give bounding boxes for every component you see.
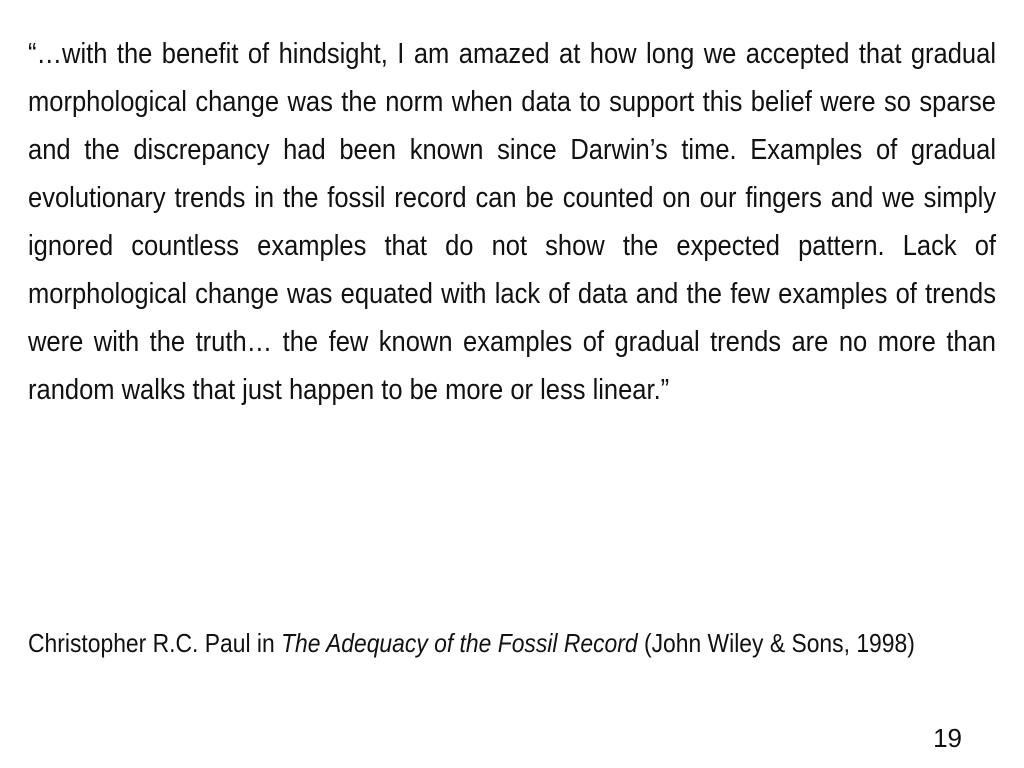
citation <box>28 622 996 664</box>
citation-title: The Adequacy of the Fossil Record <box>281 628 638 658</box>
quote-text: “…with the benefit of hindsight, I am amazed at how long we accepted that gradual morphological change was the norm when data to support this belief were so sparse and the discrepancy had been known since Darwin’s time. Examples of gradual evolutionary trends in the fossil record can be counted on our fingers and we simply ignored countless examples that do not show the expected pattern. Lack of morphological change was equated with lack of data and the few examples of trends were with the truth… the few known examples of gradual trends are no more than random walks that just happen to be more or less linear.” <box>28 38 996 406</box>
page-number: 19 <box>933 723 962 753</box>
citation-publisher: (John Wiley & Sons, 1998) <box>643 628 915 658</box>
citation-author: Christopher R.C. Paul in <box>28 628 275 658</box>
